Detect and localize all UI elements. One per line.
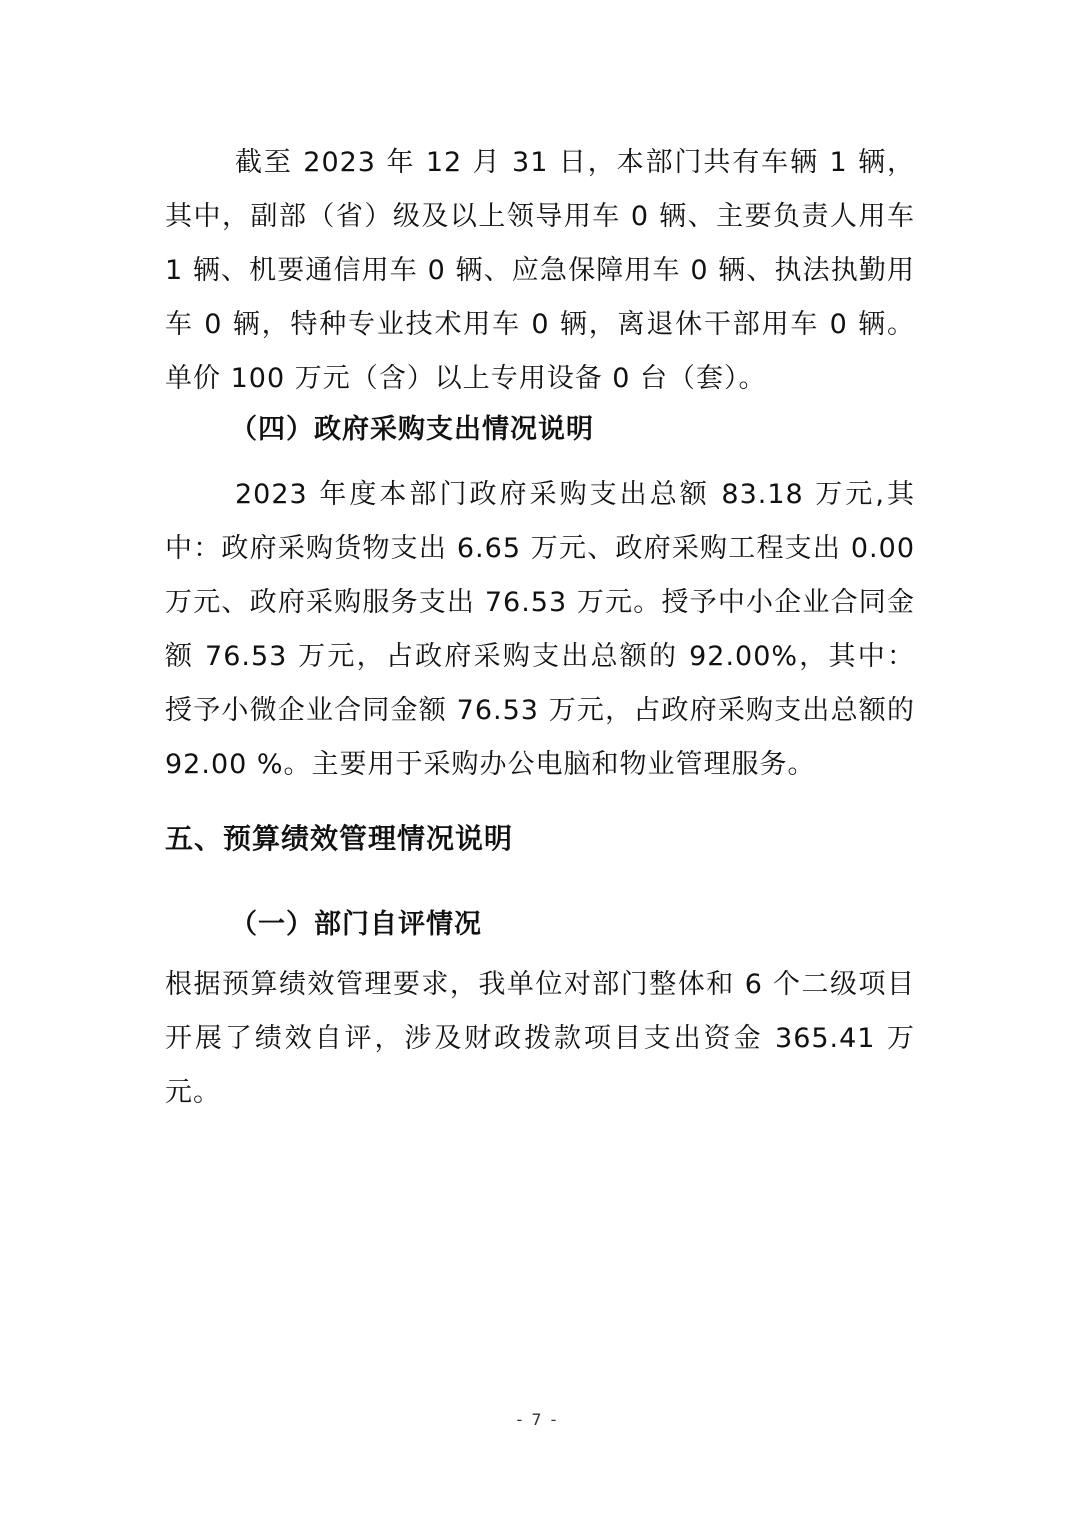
paragraph-vehicles: 截至 2023 年 12 月 31 日，本部门共有车辆 1 辆，其中，副部（省）级及以上领导用车 0 辆、主要负责人用车 1 辆、机要通信用车 0 辆、应急保障用车 0 辆、执法执勤用车 0 辆，特种专业技术用车 0 辆，离退休干部用车 0 辆。单价 100 万元（含）以上专用设备 0 台（套）。 <box>165 147 915 394</box>
section-heading-performance-management: 五、预算绩效管理情况说明 <box>165 822 514 855</box>
page-number: - 7 - <box>516 1410 559 1429</box>
paragraph-self-evaluation: 根据预算绩效管理要求，我单位对部门整体和 6 个二级项目开展了绩效自评，涉及财政拨款项目支出资金 365.41 万元。 <box>165 969 915 1108</box>
subheading-government-procurement: （四）政府采购支出情况说明 <box>230 414 594 445</box>
subheading-department-self-evaluation: （一）部门自评情况 <box>230 909 482 940</box>
paragraph-procurement: 2023 年度本部门政府采购支出总额 83.18 万元,其中：政府采购货物支出 6.65 万元、政府采购工程支出 0.00 万元、政府采购服务支出 76.53 万元。授予中小企业合同金额 76.53 万元，占政府采购支出总额的 92.00%，其中：授予小微企业合同金额 76.53 万元，占政府采购支出总额的 92.00 %。主要用于采购办公电脑和物业管理服务。 <box>165 479 915 780</box>
